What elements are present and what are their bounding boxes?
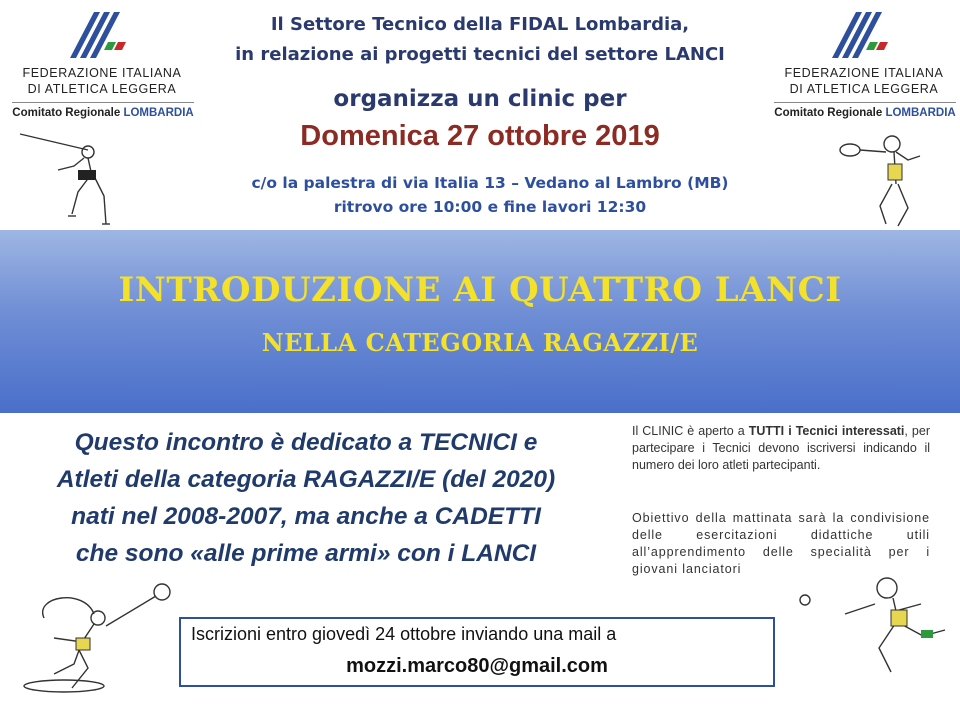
federation-name-line2: DI ATLETICA LEGGERA xyxy=(789,82,939,96)
registration-text: Iscrizioni entro giovedì 24 ottobre inviando una mail a xyxy=(191,624,617,644)
banner-title: INTRODUZIONE AI QUATTRO LANCI xyxy=(118,270,842,310)
info-p1-a: Il CLINIC è aperto a xyxy=(632,424,749,438)
federation-name-line1: FEDERAZIONE ITALIANA xyxy=(22,66,182,80)
header-line-3: organizza un clinic per xyxy=(333,86,627,112)
fidal-logo-right xyxy=(770,8,960,138)
federation-name-line1: FEDERAZIONE ITALIANA xyxy=(784,66,944,80)
hammer-thrower-illustration xyxy=(14,578,174,698)
header-line-1: Il Settore Tecnico della FIDAL Lombardia, xyxy=(270,14,690,35)
comitato-prefix: Comitato Regionale xyxy=(774,107,883,119)
event-date: Domenica 27 ottobre 2019 xyxy=(300,120,660,152)
fidal-logo-left xyxy=(8,8,198,138)
info-paragraph-2: Obiettivo della mattinata sarà la condivisione delle esercitazioni didattiche utili all’apprendimento delle specialità per i giovani lanciatori xyxy=(632,511,930,576)
fidal-stripes-icon xyxy=(832,12,892,64)
comitato-region: LOMBARDIA xyxy=(885,107,956,119)
comitato-label xyxy=(774,102,956,119)
info-p1-b: TUTTI i Tecnici interessati xyxy=(748,424,905,438)
description-block xyxy=(10,424,602,572)
description-line: Atleti della categoria RAGAZZI/E (del 2020) xyxy=(56,466,556,493)
comitato-region: LOMBARDIA xyxy=(123,107,194,119)
description-line: nati nel 2008-2007, ma anche a CADETTI xyxy=(71,503,541,530)
registration-box xyxy=(179,617,775,687)
fidal-stripes-icon xyxy=(70,12,130,64)
title-banner xyxy=(0,230,960,413)
banner-subtitle: NELLA CATEGORIA RAGAZZI/E xyxy=(261,328,699,357)
info-p1-c: , per partecipare i Tecnici devono iscriversi indicando il numero dei loro atleti partecipanti. xyxy=(632,424,930,472)
event-time: ritrovo ore 10:00 e fine lavori 12:30 xyxy=(333,198,647,216)
shot-putter-illustration xyxy=(836,130,946,230)
comitato-prefix: Comitato Regionale xyxy=(12,107,121,119)
federation-name-line2: DI ATLETICA LEGGERA xyxy=(27,82,177,96)
info-paragraph-1 xyxy=(632,423,930,474)
description-line: che sono «alle prime armi» con i LANCI xyxy=(75,540,537,567)
description-line: Questo incontro è dedicato a TECNICI e xyxy=(74,429,538,456)
registration-email[interactable]: mozzi.marco80@gmail.com xyxy=(346,655,608,677)
javelin-thrower-illustration xyxy=(18,132,128,232)
comitato-label xyxy=(12,102,194,119)
ball-thrower-illustration xyxy=(795,574,955,684)
event-venue: c/o la palestra di via Italia 13 – Vedano al Lambro (MB) xyxy=(251,174,729,192)
header-line-2: in relazione ai progetti tecnici del settore LANCI xyxy=(235,44,725,65)
